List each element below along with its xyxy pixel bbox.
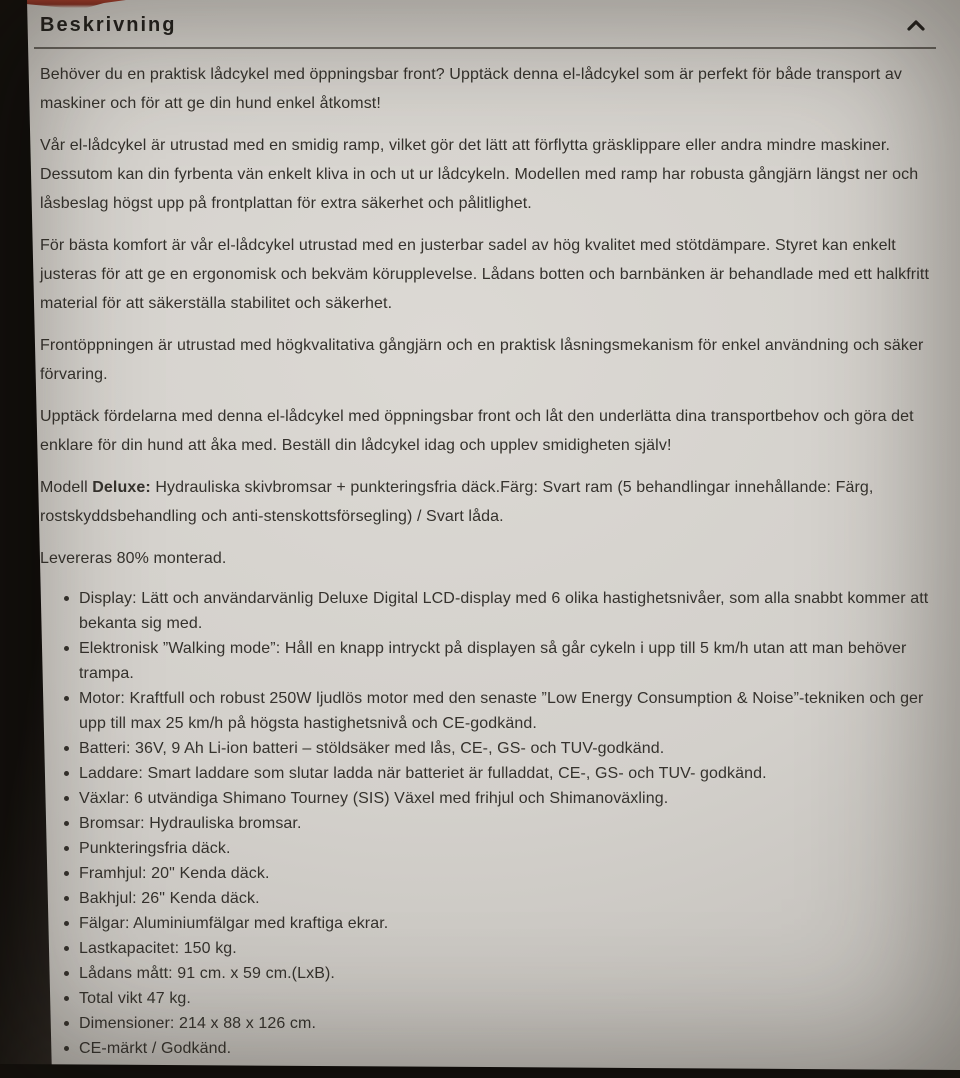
section-title: Beskrivning [40, 13, 177, 36]
feature-item: Fälgar: Aluminiumfälgar med kraftiga ekrar. [62, 911, 936, 936]
description-paragraph: Upptäck fördelarna med denna el-lådcykel med öppningsbar front och låt den underlätta dina transportbehov och göra det enklare för din hund att åka med. Beställ din lådcykel idag och upplev smidigheten själv! [40, 408, 914, 454]
feature-item: Total vikt 47 kg. [62, 986, 936, 1011]
feature-item: Elektronisk ”Walking mode”: Håll en knapp intryckt på displayen så går cykeln i upp till 5 km/h utan att man behöver trampa. [62, 636, 936, 686]
feature-item: Dimensioner: 214 x 88 x 126 cm. [62, 1011, 936, 1036]
model-line [40, 473, 936, 531]
feature-item: Display: Lätt och användarvänlig Deluxe Digital LCD-display med 6 olika hastighetsnivåer, som alla snabbt kommer att bekanta sig med. [62, 586, 936, 636]
feature-item: CE-märkt / Godkänd. [62, 1036, 936, 1061]
description-paragraph: Frontöppningen är utrustad med högkvalitativa gångjärn och en praktisk låsningsmekanism för enkel användning och säker förvaring. [40, 337, 924, 383]
feature-list [40, 586, 936, 1061]
feature-item: Lådans mått: 91 cm. x 59 cm.(LxB). [62, 961, 936, 986]
model-line-rest: Hydrauliska skivbromsar + punkteringsfria däck.Färg: Svart ram (5 behandlingar innehållande: Färg, rostskyddsbehandling och anti-stenskottsförsegling) / Svart låda. [40, 479, 874, 525]
description-body [40, 60, 936, 1061]
feature-item: Bakhjul: 26" Kenda däck. [62, 886, 936, 911]
description-paragraph: Behöver du en praktisk lådcykel med öppningsbar front? Upptäck denna el-lådcykel som är perfekt för både transport av maskiner och för att ge din hund enkel åtkomst! [40, 66, 902, 112]
feature-item: Laddare: Smart laddare som slutar ladda när batteriet är fulladdat, CE-, GS- och TUV- godkänd. [62, 761, 936, 786]
description-section-header[interactable] [40, 12, 936, 38]
delivery-line: Levereras 80% monterad. [40, 550, 227, 567]
divider [34, 47, 936, 49]
model-line-name: Deluxe: [92, 479, 151, 496]
chevron-up-icon[interactable] [906, 18, 926, 32]
feature-item: Motor: Kraftfull och robust 250W ljudlös motor med den senaste ”Low Energy Consumption & Noise”-tekniken och ger upp till max 25 km/h på högsta hastighetsnivå och CE-godkänd. [62, 686, 936, 736]
feature-item: Punkteringsfria däck. [62, 836, 936, 861]
description-paragraph: För bästa komfort är vår el-lådcykel utrustad med en justerbar sadel av hög kvalitet med stötdämpare. Styret kan enkelt justeras för att ge en ergonomisk och bekväm körupplevelse. Lådans botten och barnbänken är behandlade med ett halkfritt material för att säkerställa stabilitet och säkerhet. [40, 237, 929, 312]
feature-item: Lastkapacitet: 150 kg. [62, 936, 936, 961]
feature-item: Växlar: 6 utvändiga Shimano Tourney (SIS) Växel med frihjul och Shimanoväxling. [62, 786, 936, 811]
feature-item: Framhjul: 20" Kenda däck. [62, 861, 936, 886]
description-section [40, 12, 936, 1061]
model-line-prefix: Modell [40, 479, 93, 496]
feature-item: Bromsar: Hydrauliska bromsar. [62, 811, 936, 836]
feature-item: Batteri: 36V, 9 Ah Li-ion batteri – stöldsäker med lås, CE-, GS- och TUV-godkänd. [62, 736, 936, 761]
description-paragraph: Vår el-lådcykel är utrustad med en smidig ramp, vilket gör det lätt att förflytta gräsklippare eller andra mindre maskiner. Dessutom kan din fyrbenta vän enkelt kliva in och ut ur lådcykeln. Modellen med ramp har robusta gångjärn längst ner och låsbeslag högst upp på frontplattan för extra säkerhet och pålitlighet. [40, 137, 919, 212]
